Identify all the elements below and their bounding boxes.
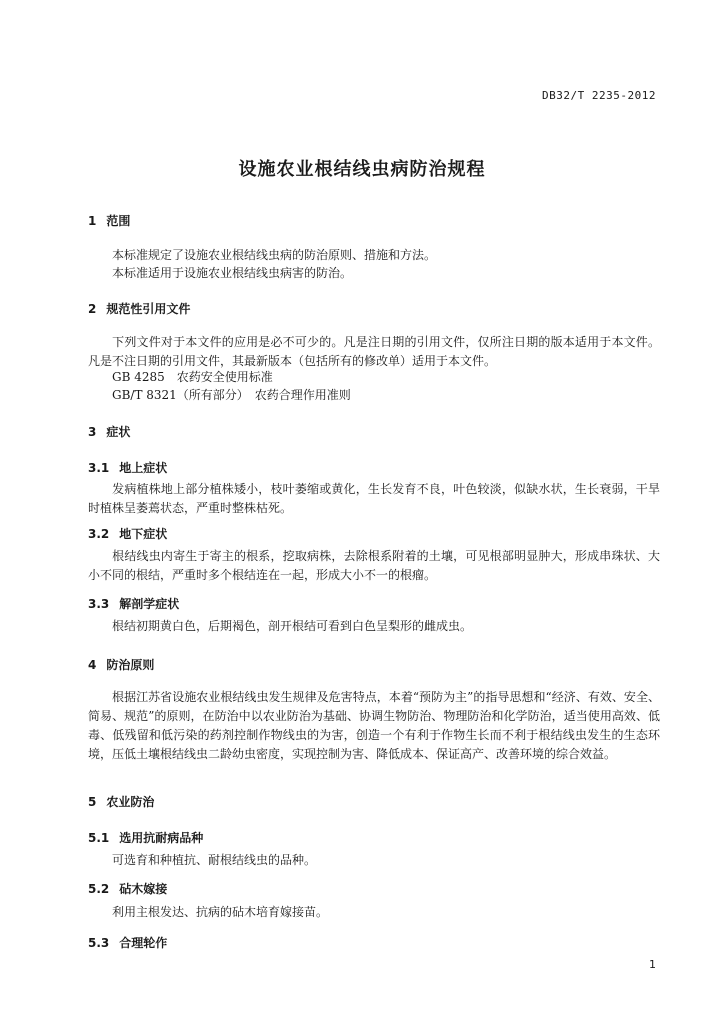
- paragraph: [88, 688, 660, 764]
- reference-item: GB/T 8321（所有部分） 农药合理作用准则: [112, 388, 351, 402]
- section-3-2-heading: [88, 525, 167, 542]
- section-number: 5: [88, 795, 97, 809]
- reference-item: GB 4285 农药安全使用标准: [112, 370, 273, 384]
- section-4-heading: [88, 656, 154, 673]
- section-number: 3.3: [88, 597, 110, 611]
- section-number: 1: [88, 214, 97, 228]
- section-title: 砧木嫁接: [119, 882, 168, 896]
- paragraph: [88, 480, 660, 518]
- section-1-heading: [88, 212, 130, 229]
- section-3-heading: [88, 423, 130, 440]
- section-title: 范围: [106, 214, 131, 228]
- section-title: 合理轮作: [119, 936, 168, 950]
- section-5-3-heading: [88, 934, 167, 951]
- section-title: 地下症状: [119, 527, 168, 541]
- section-title: 症状: [106, 425, 131, 439]
- document-title: 设施农业根结线虫病防治规程: [238, 159, 486, 180]
- paragraph: [88, 547, 660, 585]
- paragraph-text: 发病植株地上部分植株矮小，枝叶萎缩或黄化，生长发育不良，叶色较淡，似缺水状，生长衰弱，干旱时植株呈萎蔫状态，严重时整株枯死。: [88, 482, 660, 515]
- paragraph-text: 下列文件对于本文件的应用是必不可少的。凡是注日期的引用文件，仅所注日期的版本适用于本文件。凡是不注日期的引用文件，其最新版本（包括所有的修改单）适用于本文件。: [88, 335, 660, 368]
- paragraph-line: 本标准规定了设施农业根结线虫病的防治原则、措施和方法。: [112, 248, 437, 262]
- section-5-2-heading: [88, 880, 167, 897]
- section-title: 选用抗耐病品种: [119, 831, 204, 845]
- paragraph: [88, 333, 660, 371]
- section-3-3-heading: [88, 595, 179, 612]
- section-number: 4: [88, 658, 97, 672]
- section-number: 3.1: [88, 461, 110, 475]
- section-number: 3: [88, 425, 97, 439]
- section-title: 防治原则: [106, 658, 155, 672]
- section-number: 5.3: [88, 936, 110, 950]
- paragraph-line: 本标准适用于设施农业根结线虫病害的防治。: [112, 266, 353, 280]
- section-title: 解剖学症状: [119, 597, 180, 611]
- paragraph-line: 利用主根发达、抗病的砧木培育嫁接苗。: [112, 905, 329, 919]
- section-3-1-heading: [88, 459, 167, 476]
- page-number: 1: [649, 958, 656, 971]
- section-number: 5.1: [88, 831, 110, 845]
- section-number: 5.2: [88, 882, 110, 896]
- document-code: DB32/T 2235-2012: [542, 89, 656, 102]
- paragraph: [88, 617, 660, 636]
- section-number: 3.2: [88, 527, 110, 541]
- section-5-1-heading: [88, 829, 203, 846]
- section-title: 规范性引用文件: [106, 302, 191, 316]
- section-title: 地上症状: [119, 461, 168, 475]
- section-number: 2: [88, 302, 97, 316]
- section-5-heading: [88, 793, 154, 810]
- section-2-heading: [88, 300, 190, 317]
- section-title: 农业防治: [106, 795, 155, 809]
- paragraph-line: 可选育和种植抗、耐根结线虫的品种。: [112, 853, 317, 867]
- paragraph-text: 根结初期黄白色，后期褐色，剖开根结可看到白色呈梨形的雌成虫。: [112, 619, 473, 633]
- paragraph-text: 根据江苏省设施农业根结线虫发生规律及危害特点，本着“预防为主”的指导思想和“经济、有效、安全、简易、规范”的原则，在防治中以农业防治为基础、协调生物防治、物理防治和化学防治，适当使用高效、低毒、低残留和低污染的药剂控制作物线虫的为害，创造一个有利于作物生长而不利于根结线虫发生的生态环境，压低土壤根结线虫二龄幼虫密度，实现控制为害、降低成本、保证高产、改善环境的综合效益。: [88, 690, 660, 761]
- paragraph-text: 根结线虫内寄生于寄主的根系，挖取病株，去除根系附着的土壤，可见根部明显肿大，形成串珠状、大小不同的根结，严重时多个根结连在一起，形成大小不一的根瘤。: [88, 549, 660, 582]
